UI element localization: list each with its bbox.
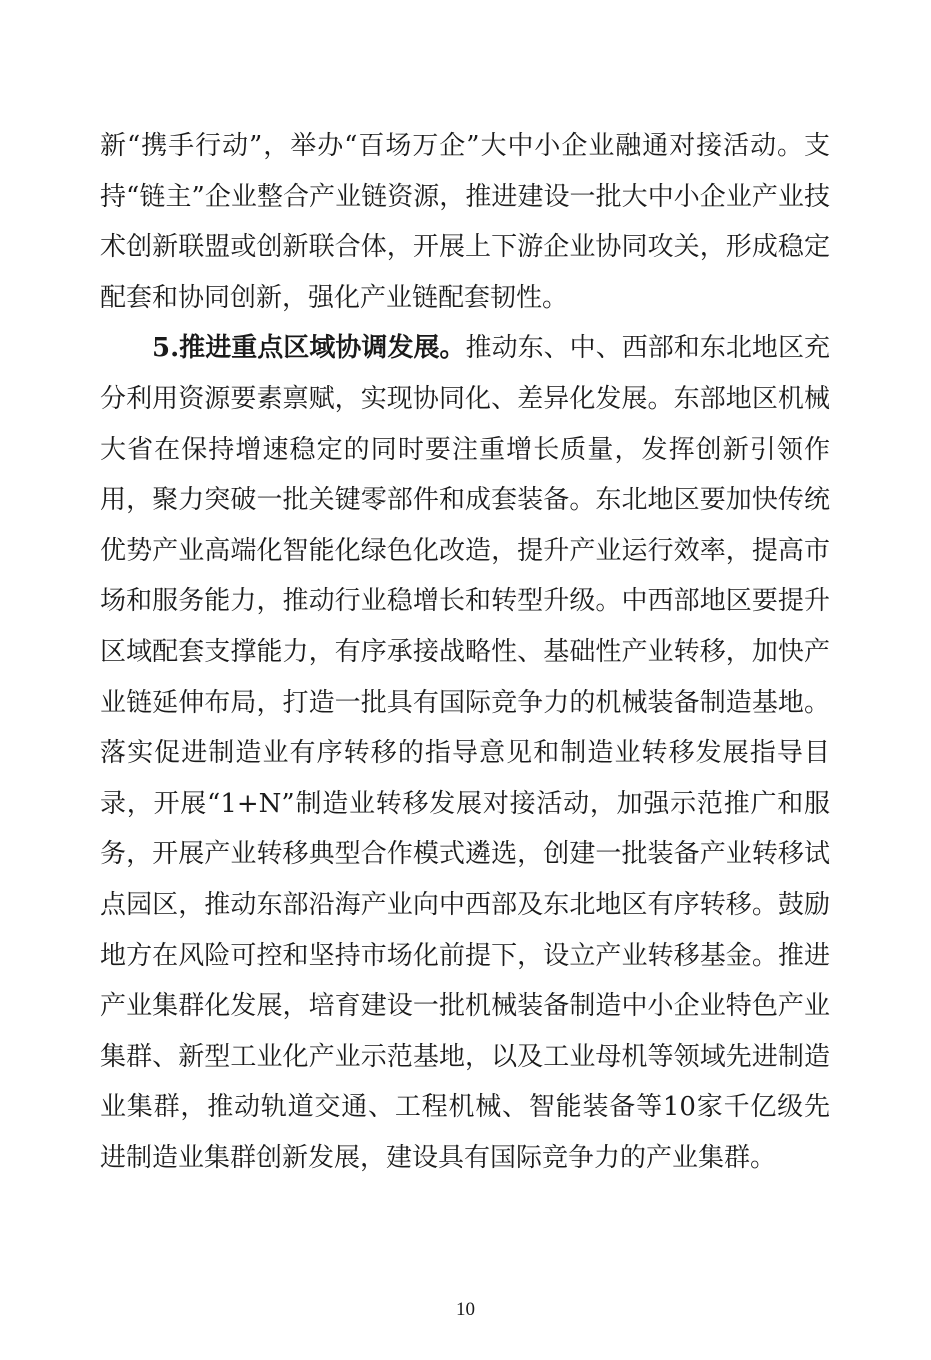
paragraph-text: 新“携手行动”，举办“百场万企”大中小企业融通对接活动。支持“链主”企业整合产业链资源，推进建设一批大中小企业产业技术创新联盟或创新联合体，开展上下游企业协同攻关，形成稳定配套和协同创新，强化产业链配套韧性。 [100, 131, 830, 313]
page-number: 10 [456, 1299, 475, 1320]
paragraph-text: 推动东、中、西部和东北地区充分利用资源要素禀赋，实现协同化、差异化发展。东部地区机械大省在保持增速稳定的同时要注重增长质量，发挥创新引领作用，聚力突破一批关键零部件和成套装备。东北地区要加快传统优势产业高端化智能化绿色化改造，提升产业运行效率，提高市场和服务能力，推动行业稳增长和转型升级。中西部地区要提升区域配套支撑能力，有序承接战略性、基础性产业转移，加快产业链延伸布局，打造一批具有国际竞争力的机械装备制造基地。落实促进制造业有序转移的指导意见和制造业转移发展指导目录，开展“1+N”制造业转移发展对接活动，加强示范推广和服务，开展产业转移典型合作模式遴选，创建一批装备产业转移试点园区，推动东部沿海产业向中西部及东北地区有序转移。鼓励地方在风险可控和坚持市场化前提下，设立产业转移基金。推进产业集群化发展，培育建设一批机械装备制造中小企业特色产业集群、新型工业化产业示范基地，以及工业母机等领域先进制造业集群，推动轨道交通、工程机械、智能装备等10家千亿级先进制造业集群创新发展，建设具有国际竞争力的产业集群。 [100, 333, 830, 1173]
document-body [100, 121, 830, 1183]
paragraph-section-5 [100, 323, 830, 1183]
paragraph-continuation [100, 121, 830, 323]
section-heading: 5.推进重点区域协调发展。 [152, 333, 466, 364]
